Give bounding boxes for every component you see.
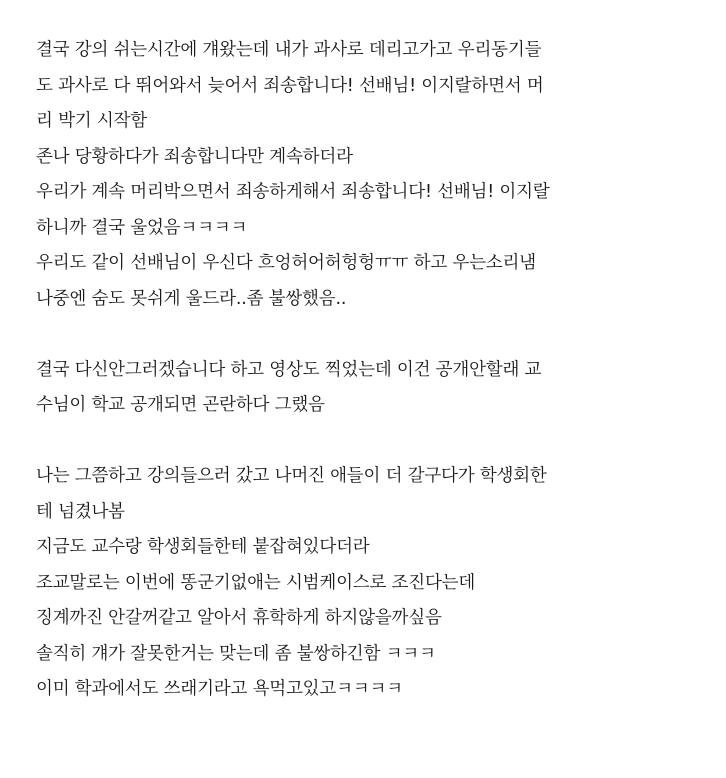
text-line: 도 과사로 다 뛰어와서 늦어서 죄송합니다! 선배님! 이지랄하면서 머 [36, 75, 544, 96]
text-line: 나중엔 숨도 못쉬게 울드라..좀 불쌍했음.. [36, 288, 347, 309]
text-line: 이미 학과에서도 쓰래기라고 욕먹고있고ㅋㅋㅋㅋ [36, 679, 403, 699]
text-line: 하니까 결국 울었음ㅋㅋㅋㅋ [36, 217, 248, 238]
text-line: 조교말로는 이번에 똥군기없애는 시범케이스로 조진다는데 [36, 572, 476, 593]
text-line: 수님이 학교 공개되면 곤란하다 그랬음 [36, 395, 325, 415]
text-line: 존나 당황하다가 죄송합니다만 계속하더라 [36, 146, 353, 167]
paragraph-gap [36, 424, 696, 460]
text-line: 리 박기 시작함 [36, 111, 147, 131]
text-line: 우리가 계속 머리박으면서 죄송하게해서 죄송합니다! 선배님! 이지랄 [36, 182, 550, 202]
text-line: 테 넘겼나봄 [36, 501, 125, 522]
paragraph-gap [36, 317, 696, 353]
document-body [36, 33, 696, 708]
text-line: 결국 다신안그러겠습니다 하고 영상도 찍었는데 이건 공개안할래 교 [36, 359, 542, 380]
text-line: 나는 그쯤하고 강의들으러 갔고 나머진 애들이 더 갈구다가 학생회한 [36, 466, 547, 486]
text-line: 우리도 같이 선배님이 우신다 흐엉허어허헝헝ㅠㅠ 하고 우는소리냄 [36, 253, 536, 273]
text-line: 결국 강의 쉬는시간에 걔왔는데 내가 과사로 데리고가고 우리동기들 [36, 40, 542, 60]
text-line: 징계까진 안갈꺼같고 알아서 휴학하게 하지않을까싶음 [36, 608, 442, 628]
text-line: 지금도 교수랑 학생회들한테 붙잡혀있다더라 [36, 537, 370, 557]
text-line: 솔직히 걔가 잘못한거는 맞는데 좀 불쌍하긴함 ㅋㅋㅋ [36, 643, 436, 664]
